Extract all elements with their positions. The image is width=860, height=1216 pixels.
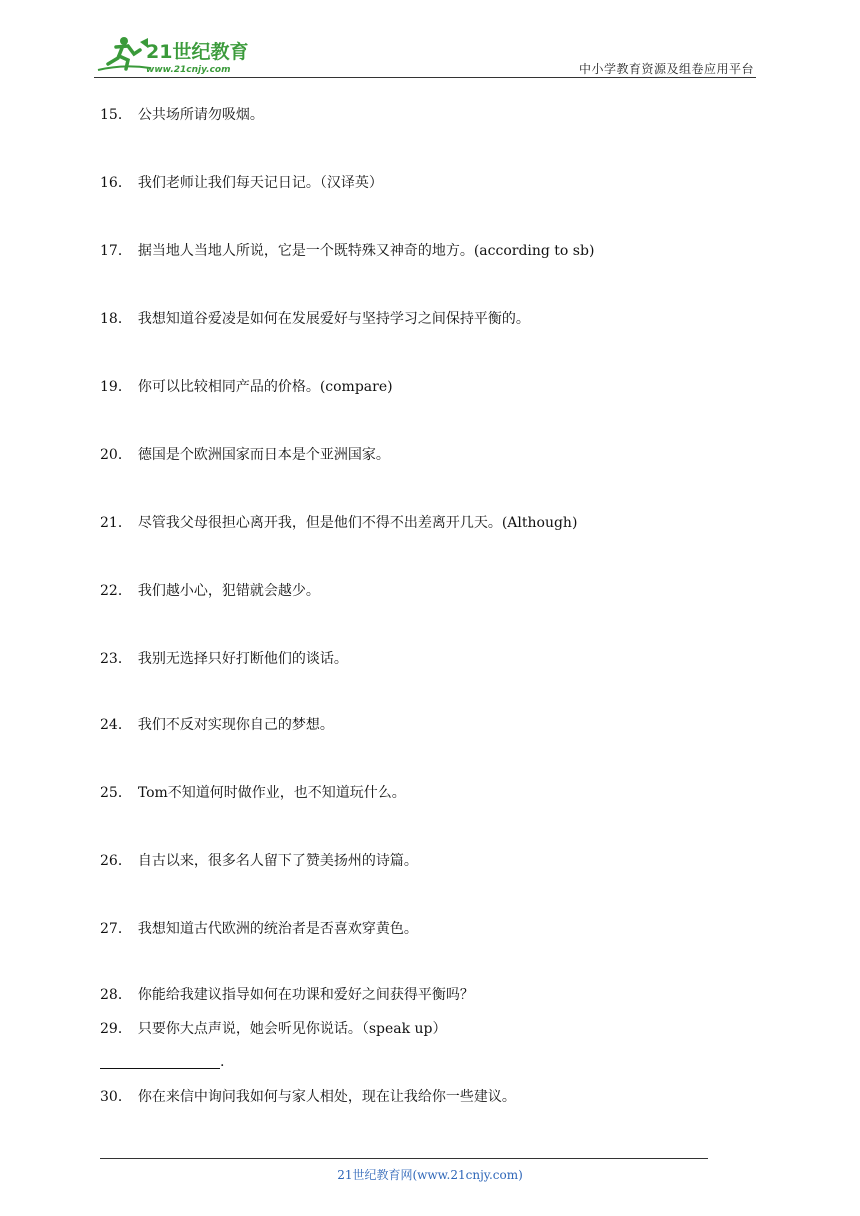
logo-text: 21世纪教育 bbox=[146, 41, 249, 63]
question-item bbox=[100, 650, 348, 668]
question-text: Tom不知道何时做作业，也不知道玩什么。 bbox=[137, 785, 406, 801]
question-text: 你在来信中询问我如何与家人相处，现在让我给你一些建议。 bbox=[137, 1089, 516, 1105]
question-number: 26． bbox=[100, 853, 132, 869]
question-number: 17． bbox=[100, 243, 132, 259]
question-item bbox=[100, 784, 406, 802]
question-text: 我们老师让我们每天记日记。（汉译英） bbox=[137, 175, 383, 191]
question-text: 我别无选择只好打断他们的谈话。 bbox=[137, 651, 348, 667]
page-header bbox=[94, 30, 756, 78]
logo-url: www.21cnjy.com bbox=[146, 65, 231, 75]
platform-name: 中小学教育资源及组卷应用平台 bbox=[578, 62, 754, 76]
footer-link[interactable]: 21世纪教育网(www.21cnjy.com) bbox=[337, 1168, 523, 1182]
question-text: 我想知道谷爱凌是如何在发展爱好与坚持学习之间保持平衡的。 bbox=[137, 311, 530, 327]
question-item bbox=[100, 242, 594, 260]
question-item bbox=[100, 716, 334, 734]
question-item bbox=[100, 582, 320, 600]
question-text: 你能给我建议指导如何在功课和爱好之间获得平衡吗？ bbox=[137, 987, 474, 1003]
question-text: 只要你大点声说，她会听见你说话。（speak up） bbox=[137, 1021, 447, 1037]
footer-divider bbox=[100, 1158, 708, 1159]
question-text: 德国是个欧洲国家而日本是个亚洲国家。 bbox=[137, 447, 390, 463]
question-text: 我想知道古代欧洲的统治者是否喜欢穿黄色。 bbox=[137, 921, 418, 937]
answer-blank-line bbox=[100, 1056, 220, 1069]
question-number: 21． bbox=[100, 515, 132, 531]
question-number: 30． bbox=[100, 1089, 132, 1105]
question-number: 25． bbox=[100, 785, 132, 801]
question-number: 16． bbox=[100, 175, 132, 191]
question-item bbox=[100, 310, 530, 328]
question-item bbox=[100, 1088, 516, 1106]
question-text: 我们不反对实现你自己的梦想。 bbox=[137, 717, 334, 733]
question-number: 27． bbox=[100, 921, 132, 937]
question-item bbox=[100, 986, 474, 1004]
question-number: 24． bbox=[100, 717, 132, 733]
question-item bbox=[100, 514, 577, 532]
header-divider bbox=[94, 77, 756, 78]
question-text: 公共场所请勿吸烟。 bbox=[137, 107, 264, 123]
question-number: 23． bbox=[100, 651, 132, 667]
question-text: 据当地人当地人所说，它是一个既特殊又神奇的地方。(according to sb) bbox=[137, 243, 595, 259]
answer-blank-period: . bbox=[220, 1054, 225, 1070]
question-item bbox=[100, 106, 264, 124]
question-text: 我们越小心，犯错就会越少。 bbox=[137, 583, 320, 599]
question-number: 15． bbox=[100, 107, 132, 123]
question-item bbox=[100, 174, 383, 192]
question-item bbox=[100, 1020, 447, 1038]
question-number: 22． bbox=[100, 583, 132, 599]
question-text: 尽管我父母很担心离开我，但是他们不得不出差离开几天。(Although) bbox=[137, 515, 578, 531]
question-number: 29． bbox=[100, 1021, 132, 1037]
question-text: 自古以来，很多名人留下了赞美扬州的诗篇。 bbox=[137, 853, 418, 869]
question-item bbox=[100, 852, 418, 870]
question-number: 18． bbox=[100, 311, 132, 327]
runner-logo-icon bbox=[94, 34, 259, 76]
question-text: 你可以比较相同产品的价格。(compare) bbox=[137, 379, 393, 395]
question-item bbox=[100, 378, 393, 396]
question-item bbox=[100, 920, 418, 938]
question-item bbox=[100, 446, 390, 464]
question-number: 19． bbox=[100, 379, 132, 395]
site-logo[interactable] bbox=[94, 34, 259, 76]
question-number: 20． bbox=[100, 447, 132, 463]
question-number: 28． bbox=[100, 987, 132, 1003]
